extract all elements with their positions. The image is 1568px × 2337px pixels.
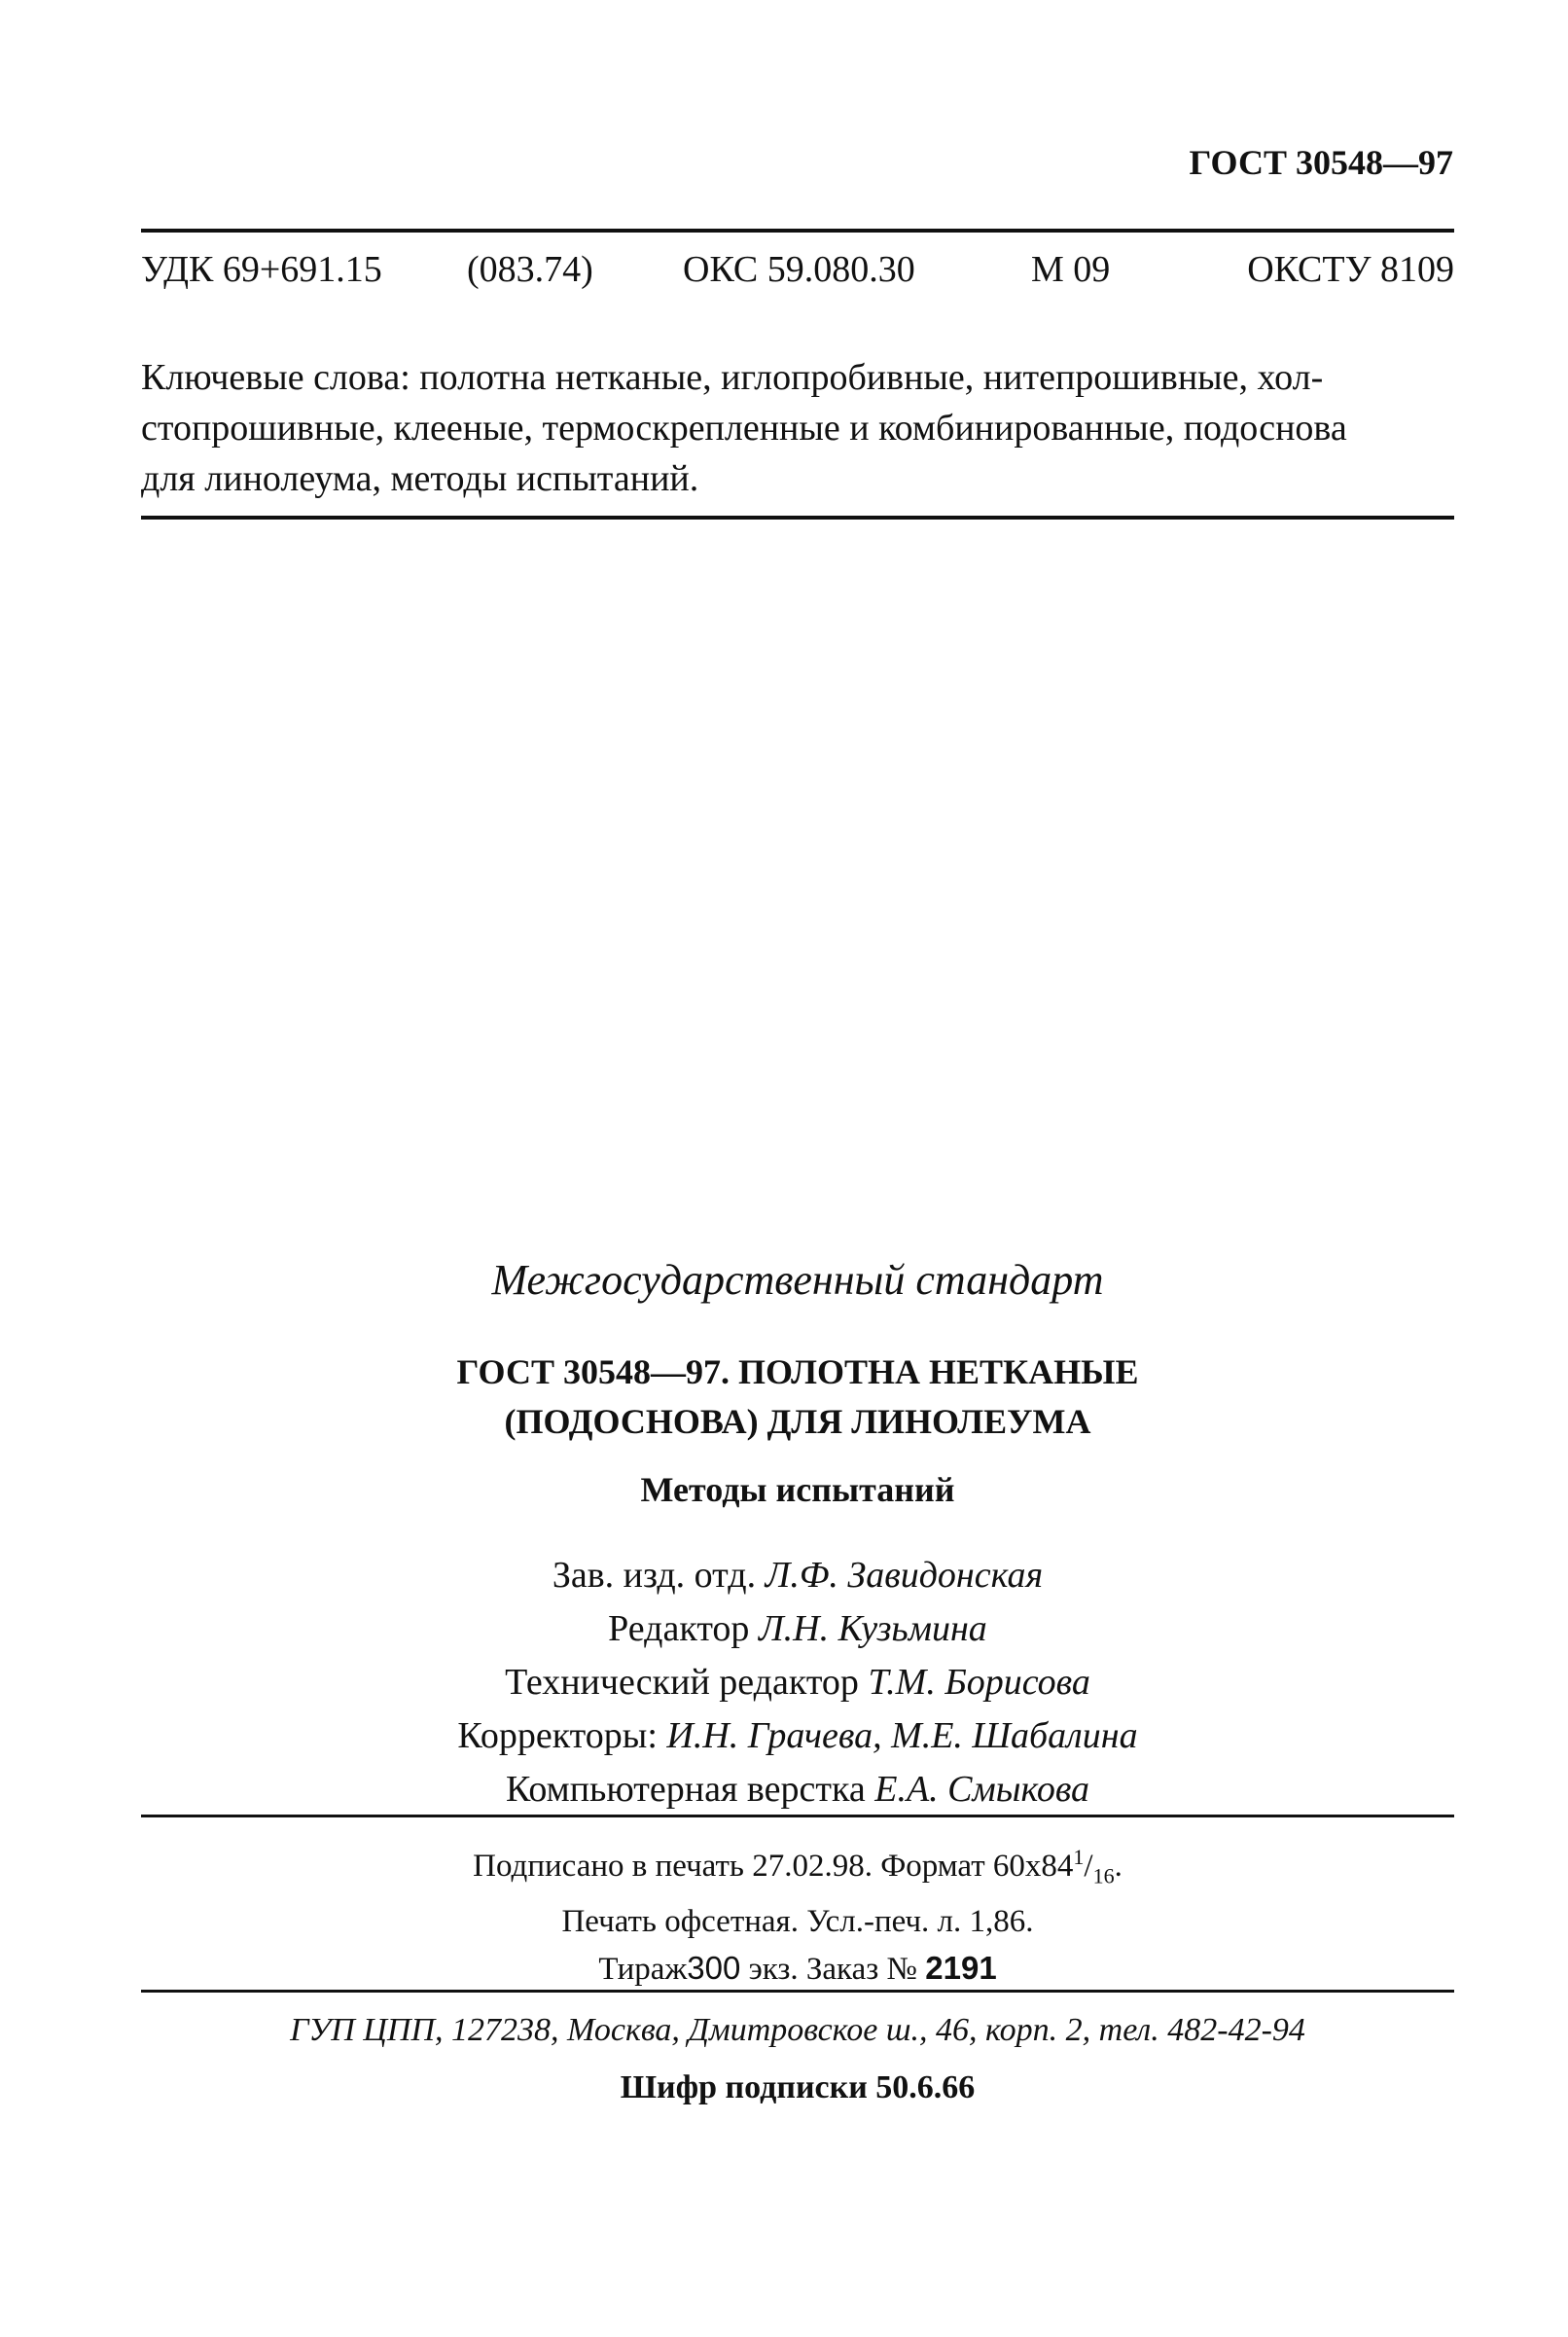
standard-type: Межгосударственный стандарт [491, 1256, 1104, 1304]
title-line-1: ГОСТ 30548—97. ПОЛОТНА НЕТКАНЫЕ [456, 1352, 1139, 1391]
print-info-signed [141, 1834, 1454, 1899]
rule-top [141, 229, 1454, 233]
format-sup: 1 [1073, 1845, 1085, 1869]
rule-print-top [141, 1815, 1454, 1817]
classification-row [141, 248, 1454, 297]
publisher-address: ГУП ЦПП, 127238, Москва, Дмитровское ш., 46, корп. 2, тел. 482-42-94 [290, 2012, 1305, 2048]
print-info-type: Печать офсетная. Усл.-печ. л. 1,86. [561, 1903, 1034, 1939]
udk-suffix: (083.74) [467, 249, 593, 290]
rule-print-bottom [141, 1990, 1454, 1993]
credit-line [141, 1656, 1454, 1709]
credit-name: Е.А. Смыкова [874, 1769, 1090, 1810]
title-line-2: (ПОДОСНОВА) ДЛЯ ЛИНОЛЕУМА [504, 1402, 1091, 1441]
print-info [141, 1834, 1454, 1993]
udk-code: УДК 69+691.15 [141, 249, 382, 290]
gost-number-header: ГОСТ 30548—97 [1189, 143, 1453, 182]
format-sub: 16 [1092, 1863, 1115, 1888]
order-label: экз. Заказ № [748, 1951, 918, 1987]
credit-line [141, 1763, 1454, 1816]
credits-list [141, 1549, 1454, 1816]
rule-keywords [141, 516, 1454, 520]
keywords-block [141, 352, 1454, 504]
document-title [141, 1348, 1454, 1447]
credit-line [141, 1602, 1454, 1656]
m-code: М 09 [1031, 249, 1111, 290]
credit-name: Л.Н. Кузьмина [758, 1608, 987, 1649]
okstu-code: ОКСТУ 8109 [1247, 249, 1454, 290]
credit-name: Т.М. Борисова [868, 1662, 1090, 1703]
subscription-code: Шифр подписки 50.6.66 [620, 2069, 976, 2105]
run-value: 300 [687, 1949, 741, 1986]
credit-role: Зав. изд. отд. [552, 1555, 757, 1596]
credit-role: Технический редактор [505, 1662, 859, 1703]
keywords-line-1: Ключевые слова: полотна нетканые, иглопробивные, нитепрошивные, хол- [141, 357, 1324, 398]
document-subtitle: Методы испытаний [640, 1470, 955, 1509]
run-label: Тираж [598, 1951, 688, 1987]
credit-line [141, 1549, 1454, 1602]
signed-text: Подписано в печать 27.02.98. Формат 60х84 [473, 1849, 1074, 1884]
credit-role: Редактор [608, 1608, 750, 1649]
print-info-run [141, 1945, 1454, 1993]
credit-name: Л.Ф. Завидонская [765, 1555, 1044, 1596]
keywords-line-3: для линолеума, методы испытаний. [141, 458, 699, 499]
credit-name: И.Н. Грачева, М.Е. Шабалина [666, 1715, 1138, 1756]
format-slash: / [1084, 1849, 1093, 1884]
credit-role: Корректоры: [457, 1715, 658, 1756]
credit-line [141, 1709, 1454, 1763]
format-end: . [1114, 1849, 1123, 1884]
keywords-line-2: стопрошивные, клееные, термоскрепленные и комбинированные, подоснова [141, 408, 1347, 449]
credit-role: Компьютерная верстка [505, 1769, 866, 1810]
order-number: 2191 [925, 1949, 997, 1986]
oks-code: ОКС 59.080.30 [683, 249, 915, 290]
